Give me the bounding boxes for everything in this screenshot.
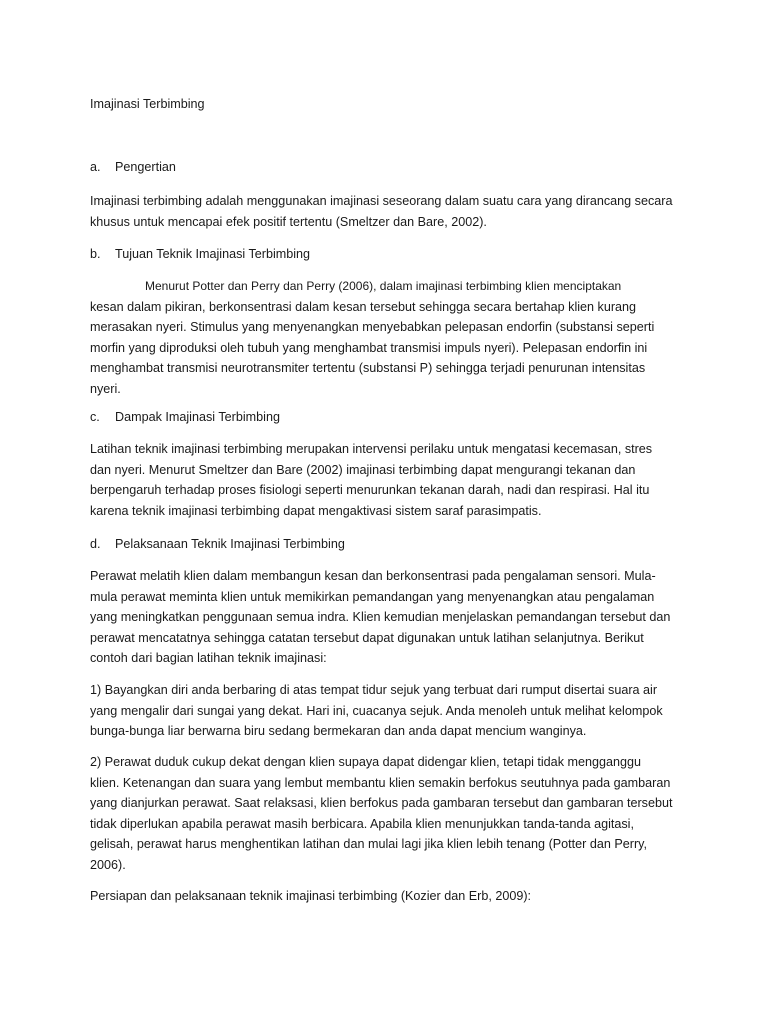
section-letter: d. (90, 537, 101, 551)
closing-paragraph (90, 886, 680, 907)
section-b-paragraph (90, 276, 680, 400)
section-letter: a. (90, 160, 101, 174)
example-1-paragraph (90, 680, 680, 742)
paragraph-line: menghambat transmisi neurotransmiter tertentu (substansi P) sehingga terjadi penurunan intensitas (90, 361, 646, 376)
section-title: Tujuan Teknik Imajinasi Terbimbing (115, 247, 311, 261)
paragraph-line: gelisah, perawat harus menghentikan latihan dan mulai lagi jika klien lebih tenang (Potter dan Perry, (90, 837, 648, 852)
paragraph-line: kesan dalam pikiran, berkonsentrasi dalam kesan tersebut sehingga secara bertahap klien kurang (90, 299, 637, 314)
section-d-heading (90, 535, 345, 553)
section-c-paragraph (90, 439, 680, 521)
paragraph-line: dan nyeri. Menurut Smeltzer dan Bare (2002) imajinasi terbimbing dapat mengurangi tekanan dan (90, 462, 636, 477)
paragraph-line: Menurut Potter dan Perry dan Perry (2006), dalam imajinasi terbimbing klien menciptakan (145, 279, 622, 293)
section-title: Pelaksanaan Teknik Imajinasi Terbimbing (115, 537, 345, 551)
paragraph-line: 2006). (90, 857, 126, 872)
paragraph-line: mula perawat meminta klien untuk memikirkan pemandangan yang menyenangkan atau pengalaman (90, 589, 655, 604)
section-c-heading (90, 408, 280, 426)
paragraph-line: 1) Bayangkan diri anda berbaring di atas tempat tidur sejuk yang terbuat dari rumput disertai suara air (90, 683, 658, 697)
paragraph-line: berpengaruh terhadap proses fisiologi seperti menurunkan tekanan darah, nadi dan respirasi. Hal itu (90, 483, 650, 498)
paragraph-line: 2) Perawat duduk cukup dekat dengan klien supaya dapat didengar klien, tetapi tidak mengganggu (90, 755, 642, 769)
paragraph-line: perawat mencatatnya sehingga catatan tersebut dapat digunakan untuk latihan selanjutnya. Berikut (90, 630, 644, 645)
paragraph-line: Perawat melatih klien dalam membangun kesan dan berkonsentrasi pada pengalaman sensori. Mula- (90, 569, 656, 583)
paragraph-line: merasakan nyeri. Stimulus yang menyenangkan menyebabkan pelepasan endorfin (substansi seperti (90, 320, 655, 335)
example-2-paragraph (90, 752, 680, 876)
paragraph-line: morfin yang diproduksi oleh tubuh yang menghambat transmisi impuls nyeri). Pelepasan endorfin ini (90, 340, 648, 355)
paragraph-line: yang mengalir dari sungai yang dekat. Hari ini, cuacanya sejuk. Anda menoleh untuk melihat kelompok (90, 703, 663, 718)
paragraph-line: klien. Ketenangan dan suara yang lembut membantu klien semakin berfokus seutuhnya pada gambaran (90, 775, 671, 790)
section-letter: b. (90, 247, 101, 261)
paragraph-line: karena teknik imajinasi terbimbing dapat mengaktivasi sistem saraf parasimpatis. (90, 503, 542, 518)
paragraph-line: Persiapan dan pelaksanaan teknik imajinasi terbimbing (Kozier dan Erb, 2009): (90, 889, 532, 903)
section-a-paragraph (90, 191, 680, 232)
section-title: Dampak Imajinasi Terbimbing (115, 410, 280, 424)
paragraph-line: bunga-bunga liar berwarna biru sedang bermekaran dan anda dapat mencium wanginya. (90, 724, 587, 739)
paragraph-line: nyeri. (90, 381, 121, 396)
section-b-heading (90, 245, 310, 263)
paragraph-line: khusus untuk mencapai efek positif tertentu (Smeltzer dan Bare, 2002). (90, 214, 487, 229)
section-d-paragraph (90, 566, 680, 669)
document-title: Imajinasi Terbimbing (90, 97, 205, 111)
paragraph-line: yang meningkatkan penggunaan semua indra. Klien kemudian menjelaskan pemandangan tersebut dan (90, 610, 671, 625)
section-title: Pengertian (115, 160, 176, 174)
paragraph-line: Imajinasi terbimbing adalah menggunakan imajinasi seseorang dalam suatu cara yang dirancang secara (90, 194, 673, 208)
paragraph-line: tidak diperlukan apabila perawat masih berbicara. Apabila klien menunjukkan tanda-tanda agitasi, (90, 816, 634, 831)
paragraph-line: Latihan teknik imajinasi terbimbing merupakan intervensi perilaku untuk mengatasi kecemasan, stres (90, 442, 653, 456)
paragraph-line: yang dianjurkan perawat. Saat relaksasi, klien berfokus pada gambaran tersebut dan gambaran tersebut (90, 796, 673, 811)
paragraph-line: contoh dari bagian latihan teknik imajinasi: (90, 651, 327, 666)
section-letter: c. (90, 410, 100, 424)
section-a-heading (90, 158, 176, 176)
